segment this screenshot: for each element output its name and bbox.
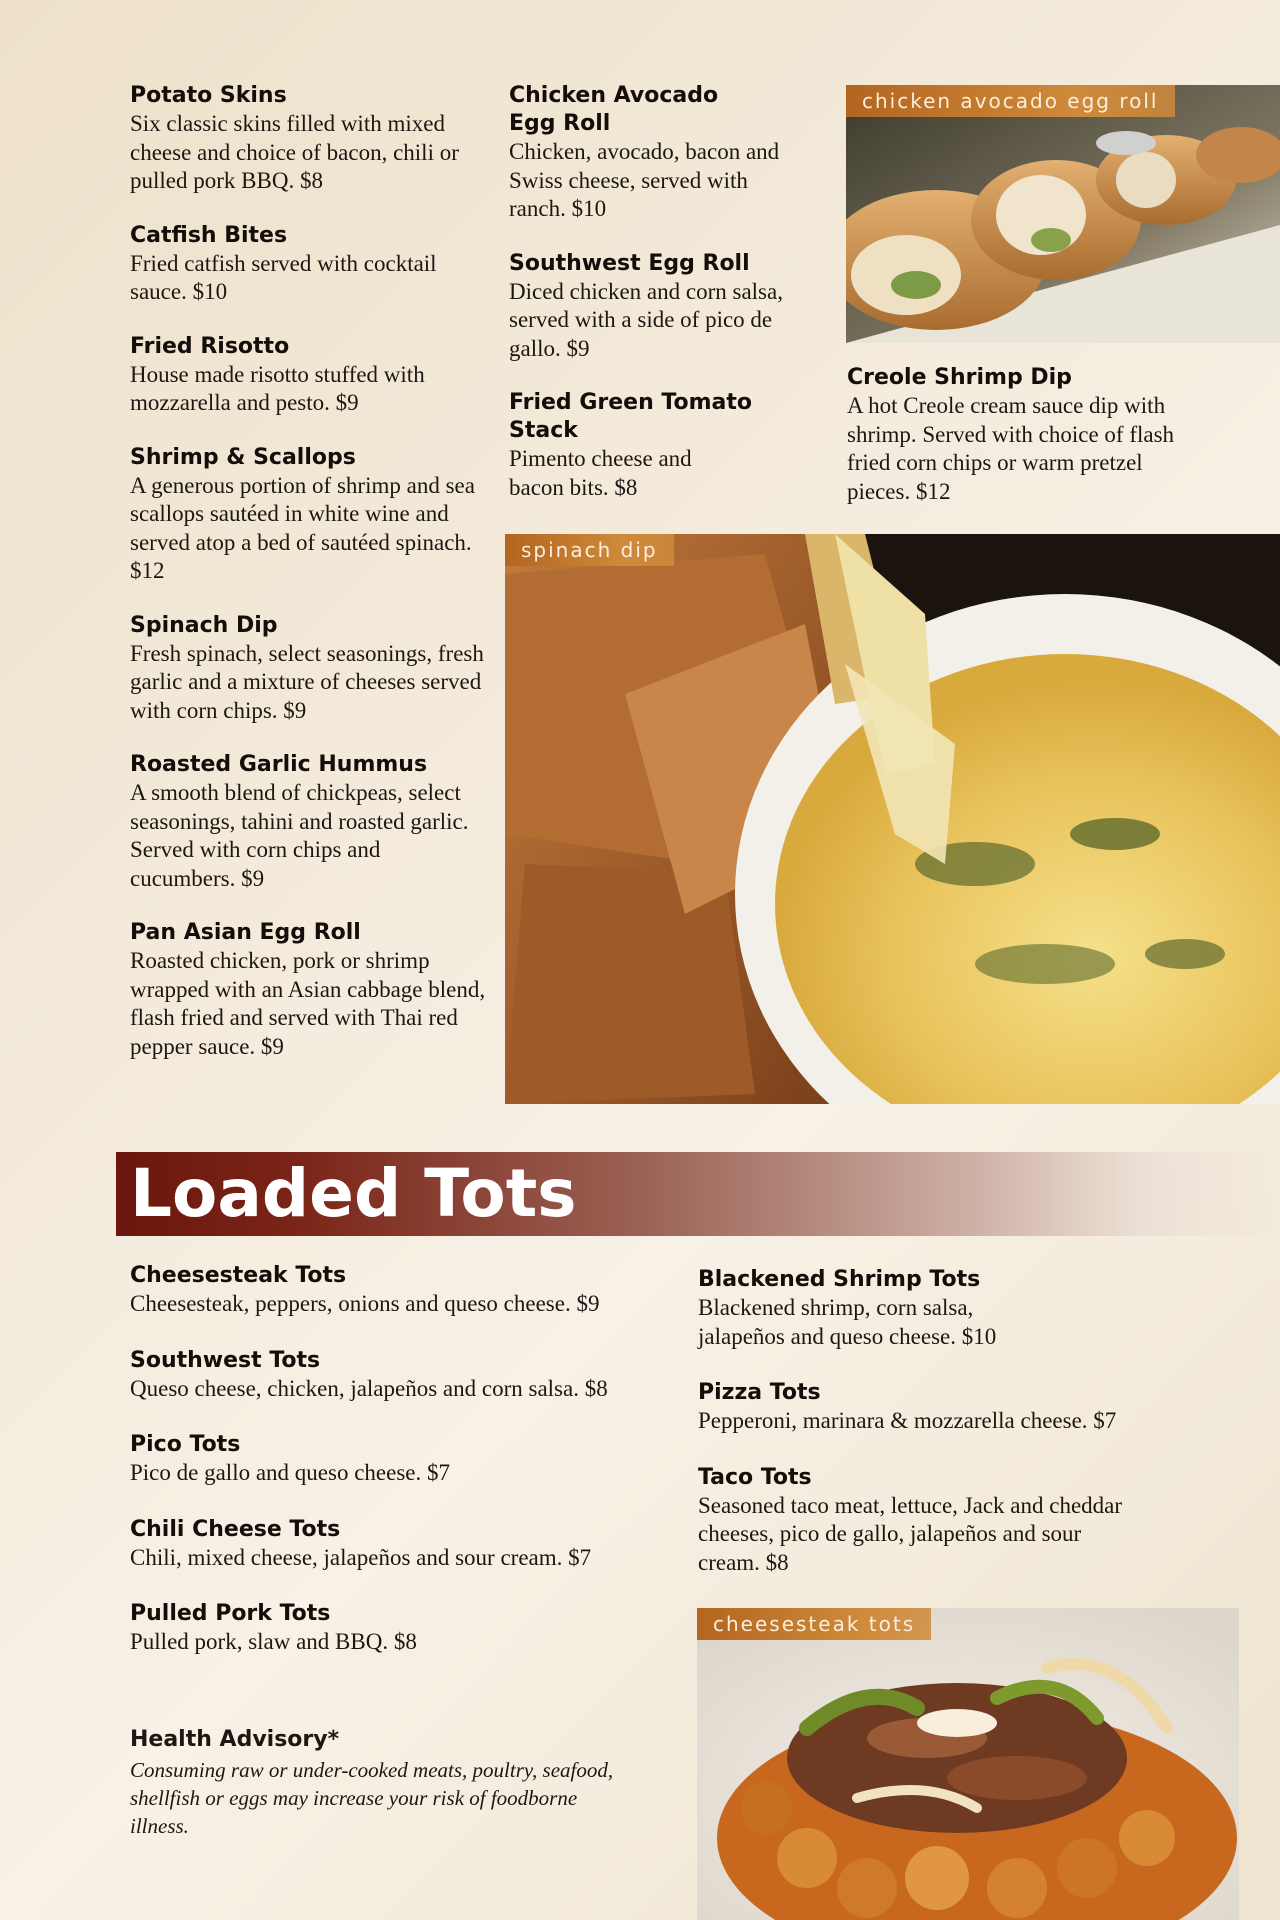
menu-item <box>130 222 490 307</box>
menu-item <box>509 389 829 502</box>
egg-roll-image <box>846 85 1280 343</box>
tots-column-right <box>698 1266 1198 1605</box>
item-desc: Pico de gallo and queso cheese. $7 <box>130 1460 450 1485</box>
item-name: Fried Risotto <box>130 333 290 359</box>
menu-item <box>130 1262 690 1319</box>
cheesesteak-tots-photo <box>697 1608 1239 1920</box>
item-name: Pico Tots <box>130 1432 241 1457</box>
item-desc: Fried catfish served with cocktail sauce. $10 <box>130 250 437 304</box>
appetizers-column-3 <box>847 364 1177 532</box>
item-desc: Six classic skins filled with mixed cheese and choice of bacon, chili or pulled pork BBQ. $8 <box>130 111 459 193</box>
menu-item <box>130 919 490 1061</box>
menu-item <box>698 1464 1198 1578</box>
item-name: Shrimp & Scallops <box>130 444 356 470</box>
item-name: Cheesesteak Tots <box>130 1263 347 1288</box>
item-name: Pulled Pork Tots <box>130 1601 331 1626</box>
menu-item <box>130 612 490 726</box>
item-desc: Pulled pork, slaw and BBQ. $8 <box>130 1629 417 1654</box>
photo-caption: spinach dip <box>505 534 674 566</box>
item-name: Spinach Dip <box>130 612 278 638</box>
menu-item <box>130 444 490 586</box>
menu-item <box>509 82 829 224</box>
item-name: Southwest Egg Roll <box>509 250 750 276</box>
section-banner <box>116 1152 1280 1236</box>
item-desc: Chicken, avocado, bacon and Swiss cheese, served with ranch. $10 <box>509 139 780 221</box>
menu-item <box>130 1347 690 1404</box>
menu-item <box>509 250 829 364</box>
menu-item <box>698 1379 1198 1436</box>
cheesesteak-tots-image <box>697 1608 1239 1920</box>
egg-roll-photo <box>846 85 1280 343</box>
item-name: Blackened Shrimp Tots <box>698 1267 981 1292</box>
item-name: Potato Skins <box>130 83 287 108</box>
item-name: Roasted Garlic Hummus <box>130 752 428 777</box>
item-name: Catfish Bites <box>130 222 288 248</box>
menu-item <box>130 1431 690 1488</box>
advisory-text: Consuming raw or under-cooked meats, poultry, seafood, shellfish or eggs may increase your risk of foodborne illness. <box>130 1758 614 1838</box>
photo-caption: chicken avocado egg roll <box>846 85 1175 117</box>
item-desc: Pepperoni, marinara & mozzarella cheese. $7 <box>698 1408 1117 1433</box>
item-desc: Fresh spinach, select seasonings, fresh garlic and a mixture of cheeses served with corn chips. $9 <box>130 640 484 723</box>
item-name: Fried Green Tomato Stack <box>509 390 753 443</box>
section-title: Loaded Tots <box>130 1155 577 1232</box>
item-desc: A smooth blend of chickpeas, select seasonings, tahini and roasted garlic. Served with corn chips and cucumbers. $9 <box>130 780 469 891</box>
item-desc: Chili, mixed cheese, jalapeños and sour cream. $7 <box>130 1544 592 1570</box>
item-desc: House made risotto stuffed with mozzarella and pesto. $9 <box>130 361 425 415</box>
item-name: Chili Cheese Tots <box>130 1516 341 1542</box>
item-desc: Cheesesteak, peppers, onions and queso cheese. $9 <box>130 1291 600 1316</box>
item-name: Pan Asian Egg Roll <box>130 920 361 945</box>
item-desc: Pimento cheese and bacon bits. $8 <box>509 446 692 500</box>
item-name: Southwest Tots <box>130 1347 321 1373</box>
health-advisory <box>130 1726 630 1840</box>
item-desc: Seasoned taco meat, lettuce, Jack and cheddar cheeses, pico de gallo, jalapeños and sour cream. $8 <box>698 1492 1123 1575</box>
menu-item <box>130 333 490 418</box>
menu-item <box>130 751 490 893</box>
appetizers-column-2 <box>509 82 829 528</box>
item-name: Chicken Avocado Egg Roll <box>509 83 719 136</box>
item-name: Creole Shrimp Dip <box>847 365 1072 390</box>
item-desc: A generous portion of shrimp and sea scallops sautéed in white wine and served atop a bed of sautéed spinach. $12 <box>130 472 475 583</box>
item-desc: Queso cheese, chicken, jalapeños and corn salsa. $8 <box>130 1375 608 1401</box>
item-desc: Diced chicken and corn salsa, served with a side of pico de gallo. $9 <box>509 278 783 361</box>
item-name: Taco Tots <box>698 1464 812 1490</box>
tots-column-left <box>130 1262 690 1685</box>
spinach-dip-image <box>505 534 1280 1104</box>
item-name: Pizza Tots <box>698 1380 821 1405</box>
advisory-title: Health Advisory* <box>130 1727 340 1752</box>
appetizers-column-1 <box>130 82 490 1087</box>
item-desc: Roasted chicken, pork or shrimp wrapped with an Asian cabbage blend, flash fried and served with Thai red pepper sauce. $9 <box>130 948 486 1059</box>
menu-item <box>698 1266 1198 1351</box>
menu-item <box>847 364 1177 506</box>
item-desc: A hot Creole cream sauce dip with shrimp. Served with choice of flash fried corn chips or warm pretzel pieces. $12 <box>847 393 1175 504</box>
menu-item <box>130 1516 690 1573</box>
menu-item <box>130 1600 690 1657</box>
spinach-dip-photo <box>505 534 1280 1104</box>
item-desc: Blackened shrimp, corn salsa, jalapeños and queso cheese. $10 <box>698 1295 997 1349</box>
menu-item <box>130 82 490 196</box>
photo-caption: cheesesteak tots <box>697 1608 931 1640</box>
